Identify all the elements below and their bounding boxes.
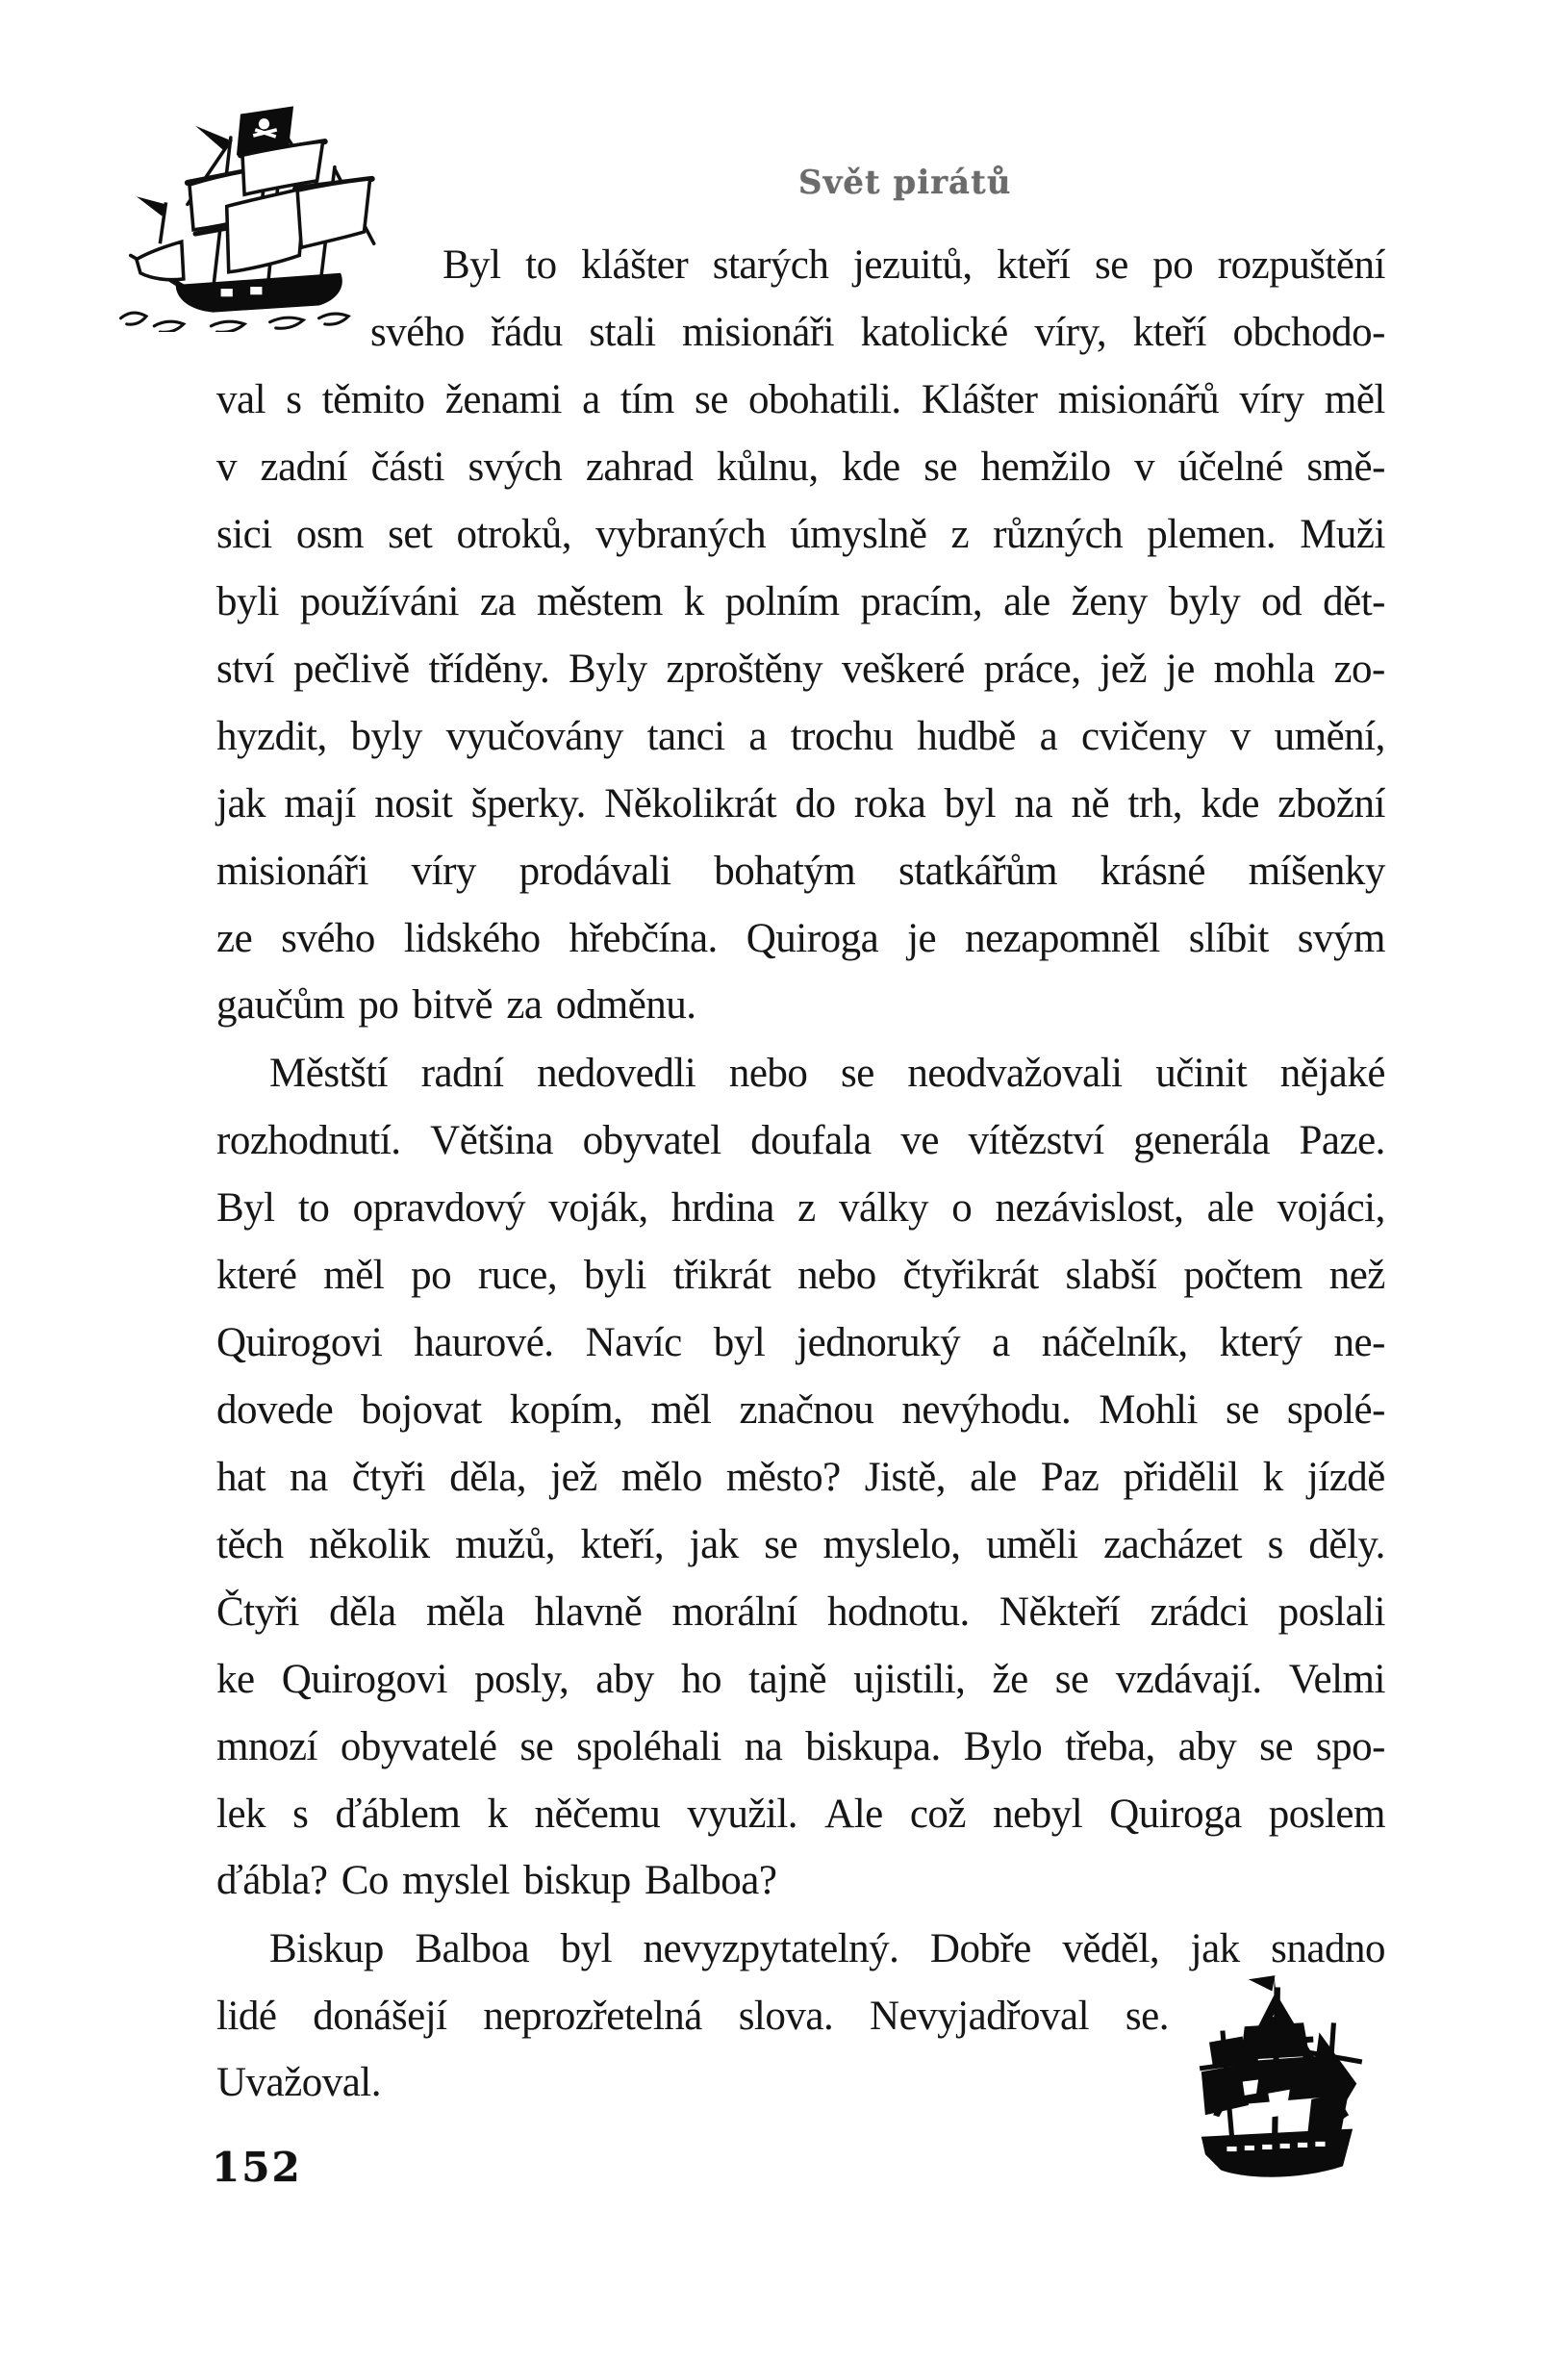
- text-line: Byl to klášter starých jezuitů, kteří se po rozpuštění: [443, 241, 1385, 288]
- paragraph-1: [216, 231, 1385, 1039]
- text-block: [216, 231, 1385, 2117]
- running-head: Svět pirátů: [797, 164, 1012, 202]
- text-line: val s těmito ženami a tím se obohatili. Klášter misionářů víry měl: [216, 376, 1385, 422]
- text-line: ke Quirogovi posly, aby ho tajně ujistili, že se vzdávají. Velmi: [216, 1656, 1385, 1702]
- text-line: byli používáni za městem k polním pracím, ale ženy byly od dět-: [216, 578, 1385, 624]
- text-line: sici osm set otroků, vybraných úmyslně z různých plemen. Muži: [216, 511, 1385, 557]
- text-line: jak mají nosit šperky. Několikrát do roka byl na ně trh, kde zbožní: [216, 780, 1385, 826]
- text-line: Městští radní nedovedli nebo se neodvažovali učinit nějaké: [269, 1050, 1385, 1096]
- text-line: Biskup Balboa byl nevyzpytatelný. Dobře věděl, jak snadno: [269, 1925, 1385, 1971]
- text-line: Byl to opravdový voják, hrdina z války o nezávislost, ale vojáci,: [216, 1184, 1385, 1231]
- text-line: ze svého lidského hřebčína. Quiroga je nezapomněl slíbit svým: [216, 915, 1385, 961]
- pirate-ship-bottom-illustration: [1183, 1968, 1371, 2194]
- text-line: hyzdit, byly vyučovány tanci a trochu hudbě a cvičeny v umění,: [216, 713, 1385, 759]
- page-number: 152: [212, 2144, 302, 2191]
- text-line: lek s ďáblem k něčemu využil. Ale což nebyl Quiroga poslem: [216, 1791, 1385, 1837]
- text-line: Quirogovi haurové. Navíc byl jednoruký a náčelník, který ne-: [216, 1319, 1385, 1365]
- text-line: lidé donášejí neprozřetelná slova. Nevyjadřoval se.: [216, 1993, 1169, 2039]
- pirate-ship-silhouette-icon: [1183, 1968, 1371, 2194]
- text-line: ství pečlivě tříděny. Byly zproštěny veškeré práce, jež je mohla zo-: [216, 646, 1385, 692]
- text-line: Čtyři děla měla hlavně morální hodnotu. Někteří zrádci poslali: [216, 1589, 1385, 1635]
- text-line: ďábla? Co myslel biskup Balboa?: [216, 1858, 777, 1903]
- text-line: v zadní části svých zahrad kůlnu, kde se hemžilo v účelné smě-: [216, 444, 1385, 490]
- text-line: mnozí obyvatelé se spoléhali na biskupa. Bylo třeba, aby se spo-: [216, 1723, 1385, 1769]
- text-line: rozhodnutí. Většina obyvatel doufala ve vítězství generála Paze.: [216, 1117, 1385, 1163]
- text-line: těch několik mužů, kteří, jak se myslelo, uměli zacházet s děly.: [216, 1521, 1385, 1567]
- jolly-roger-flag-icon: [237, 106, 293, 155]
- text-line: Uvažoval.: [216, 2060, 382, 2105]
- text-line: dovede bojovat kopím, měl značnou nevýhodu. Mohli se spolé-: [216, 1386, 1385, 1433]
- text-line: hat na čtyři děla, jež mělo město? Jistě, ale Paz přidělil k jízdě: [216, 1454, 1385, 1500]
- text-line: misionáři víry prodávali bohatým statkářům krásné míšenky: [216, 848, 1385, 894]
- paragraph-2: [216, 1039, 1385, 1915]
- text-line: gaučům po bitvě za odměnu.: [216, 982, 696, 1028]
- text-line: svého řádu stali misionáři katolické víry, kteří obchodo-: [370, 309, 1385, 355]
- text-line: které měl po ruce, byli třikrát nebo čtyřikrát slabší počtem než: [216, 1252, 1385, 1298]
